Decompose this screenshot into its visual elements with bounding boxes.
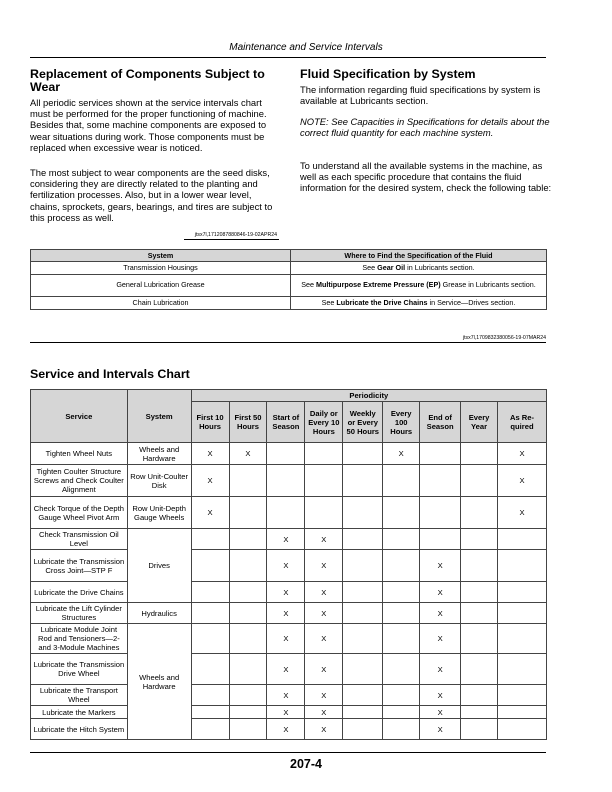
interval-mark: X [519, 476, 525, 485]
system-cell: Wheels and Hardware [127, 624, 191, 740]
interval-cell [229, 465, 267, 497]
interval-cell [461, 443, 498, 465]
service-cell: Lubricate the Transport Wheel [31, 685, 128, 706]
fluid-col-where: Where to Find the Specification of the Fluid [291, 250, 547, 262]
system-cell: Row Unit-Coulter Disk [127, 465, 191, 497]
interval-cell [191, 550, 229, 582]
interval-cell [420, 603, 461, 624]
interval-mark: X [437, 634, 443, 643]
interval-cell [461, 497, 498, 529]
interval-mark: X [321, 587, 327, 597]
service-chart-title: Service and Intervals Chart [30, 367, 190, 381]
interval-cell [343, 550, 383, 582]
interval-mark: X [437, 587, 443, 597]
interval-cell [343, 603, 383, 624]
interval-cell [383, 582, 420, 603]
interval-cell [305, 443, 343, 465]
interval-cell [267, 443, 305, 465]
interval-cell [229, 603, 267, 624]
interval-mark: X [437, 724, 443, 734]
col-period: Every 100 Hours [383, 402, 420, 443]
interval-cell [305, 529, 343, 550]
interval-cell [498, 529, 547, 550]
interval-cell [420, 443, 461, 465]
fluid-system-cell: Chain Lubrication [31, 297, 291, 310]
interval-mark: X [207, 449, 213, 458]
interval-cell [383, 706, 420, 719]
fluid-note [300, 116, 552, 138]
interval-cell [267, 654, 305, 685]
interval-cell [383, 550, 420, 582]
interval-cell [498, 654, 547, 685]
interval-cell [420, 465, 461, 497]
service-cell: Lubricate the Markers [31, 706, 128, 719]
service-cell: Lubricate the Transmission Cross Joint—STP F [31, 550, 128, 582]
interval-mark: X [207, 508, 213, 517]
interval-cell [498, 497, 547, 529]
interval-cell [343, 719, 383, 740]
interval-cell [383, 443, 420, 465]
interval-cell [420, 497, 461, 529]
footer-rule [30, 752, 546, 753]
interval-cell [461, 706, 498, 719]
table-row [31, 719, 547, 740]
service-cell: Lubricate Module Joint Rod and Tensioners—2- and 3-Module Machines [31, 624, 128, 654]
interval-cell [191, 497, 229, 529]
interval-cell [383, 603, 420, 624]
interval-cell [267, 706, 305, 719]
col-service: Service [31, 390, 128, 443]
fluid-note-text: NOTE: See Capacities in Specifications for details about the correct fluid quantity for each machine system. [300, 116, 550, 139]
interval-cell [267, 497, 305, 529]
fluid-where-text: See [362, 262, 378, 272]
col-system: System [127, 390, 191, 443]
interval-cell [267, 603, 305, 624]
col-period: Every Year [461, 402, 498, 443]
interval-cell [229, 706, 267, 719]
interval-mark: X [437, 707, 443, 717]
interval-mark: X [245, 449, 251, 458]
interval-cell [420, 654, 461, 685]
header-rule [30, 57, 546, 58]
interval-mark: X [283, 561, 289, 570]
interval-cell [498, 719, 547, 740]
table-row [31, 529, 547, 550]
interval-cell [498, 603, 547, 624]
interval-cell [343, 443, 383, 465]
fluid-paragraph-2: To understand all the available systems in the machine, as well as each specific procedure that contains the fluid information for the desired system, check the following table: [300, 160, 552, 194]
interval-cell [267, 550, 305, 582]
fluid-system-cell: Transmission Housings [31, 262, 291, 275]
interval-cell [420, 529, 461, 550]
interval-cell [343, 582, 383, 603]
col-period: First 10 Hours [191, 402, 229, 443]
system-cell: Row Unit-Depth Gauge Wheels [127, 497, 191, 529]
wear-paragraph-1: All periodic services shown at the service intervals chart must be performed for the proper functioning of machine. Besides that, some machine components are exposed to wear situations during work. Those components must be replaced when excessive wear is noticed. [30, 97, 267, 153]
col-period: Weekly or Every 50 Hours [343, 402, 383, 443]
interval-cell [461, 529, 498, 550]
fluid-where-text: See [301, 280, 317, 290]
wear-paragraph-2: The most subject to wear components are the seed disks, considering they are directly related to the planting and fertilization processes. Also, but in a lower wear level, chains, sprockets, gears, bearings, and tires are subject to this process as well. [30, 167, 273, 223]
interval-mark: X [321, 724, 327, 734]
interval-cell [191, 654, 229, 685]
fluid-where-bold: Gear Oil [377, 262, 406, 272]
interval-cell [343, 654, 383, 685]
interval-mark: X [283, 587, 289, 597]
fluid-where-text: Grease in Lubricants section. [440, 280, 536, 290]
interval-mark: X [321, 707, 327, 717]
interval-cell [383, 685, 420, 706]
service-intervals-table [30, 389, 547, 740]
table-row [31, 443, 547, 465]
interval-mark: X [437, 690, 443, 700]
interval-cell [461, 624, 498, 654]
interval-cell [305, 706, 343, 719]
interval-cell [420, 719, 461, 740]
interval-mark: X [283, 534, 289, 544]
interval-mark: X [283, 634, 289, 643]
interval-cell [498, 624, 547, 654]
fluid-paragraph-1: The information regarding fluid specifications by system is available at Lubricants section. [300, 84, 541, 107]
interval-cell [191, 465, 229, 497]
interval-cell [383, 719, 420, 740]
fluid-where-text: in Service—Drives section. [427, 297, 516, 307]
interval-cell [267, 465, 305, 497]
section-title-wear: Replacement of Components Subject to Wear [30, 67, 265, 94]
interval-cell [191, 706, 229, 719]
interval-cell [498, 685, 547, 706]
interval-cell [498, 550, 547, 582]
fluid-where-cell [291, 275, 547, 297]
table-row [31, 624, 547, 654]
fluid-where-cell [291, 297, 547, 310]
fluid-where-text: in Lubricants section. [405, 262, 475, 272]
interval-cell [461, 550, 498, 582]
interval-cell [498, 706, 547, 719]
interval-cell [420, 550, 461, 582]
interval-cell [498, 465, 547, 497]
service-cell: Lubricate the Lift Cylinder Structures [31, 603, 128, 624]
interval-cell [420, 624, 461, 654]
interval-mark: X [321, 608, 327, 618]
interval-cell [343, 529, 383, 550]
table-row [31, 706, 547, 719]
wear-reference-tag: jtsx7l,1712087880846-19-02APR24 [194, 232, 277, 238]
interval-cell [305, 685, 343, 706]
service-cell: Check Torque of the Depth Gauge Wheel Pivot Arm [31, 497, 128, 529]
fluid-where-cell [291, 262, 547, 275]
interval-cell [420, 706, 461, 719]
col-period: Start of Season [267, 402, 305, 443]
interval-cell [461, 465, 498, 497]
table-row [31, 550, 547, 582]
table-row [31, 275, 547, 297]
service-cell: Check Transmission Oil Level [31, 529, 128, 550]
service-cell: Lubricate the Transmission Drive Wheel [31, 654, 128, 685]
interval-mark: X [283, 690, 289, 700]
col-period: Daily or Every 10 Hours [305, 402, 343, 443]
interval-cell [267, 582, 305, 603]
fluid-where-bold: Lubricate the Drive Chains [336, 297, 428, 307]
interval-cell [498, 582, 547, 603]
interval-cell [305, 624, 343, 654]
interval-cell [229, 497, 267, 529]
interval-cell [191, 685, 229, 706]
interval-cell [229, 685, 267, 706]
service-cell: Lubricate the Drive Chains [31, 582, 128, 603]
fluid-system-cell: General Lubrication Grease [31, 275, 291, 297]
interval-cell [267, 685, 305, 706]
interval-mark: X [283, 707, 289, 717]
interval-cell [305, 719, 343, 740]
interval-cell [229, 550, 267, 582]
interval-cell [420, 685, 461, 706]
interval-cell [420, 582, 461, 603]
col-period: As Re-quired [498, 402, 547, 443]
interval-mark: X [283, 664, 289, 674]
interval-mark: X [283, 724, 289, 734]
interval-cell [461, 685, 498, 706]
table-row [31, 685, 547, 706]
interval-mark: X [437, 664, 443, 674]
interval-cell [498, 443, 547, 465]
interval-mark: X [437, 561, 443, 570]
section-title-fluid: Fluid Specification by System [300, 67, 476, 81]
interval-cell [343, 685, 383, 706]
interval-cell [461, 654, 498, 685]
interval-cell [305, 582, 343, 603]
system-cell: Drives [127, 529, 191, 603]
interval-cell [229, 719, 267, 740]
interval-cell [383, 624, 420, 654]
fluid-where-text: See [321, 297, 337, 307]
interval-cell [461, 719, 498, 740]
interval-cell [343, 465, 383, 497]
interval-cell [305, 550, 343, 582]
interval-cell [229, 443, 267, 465]
fluid-reference-tag: jtsx7l,1709832380056-19-07MAR24 [462, 335, 546, 341]
interval-mark: X [207, 476, 213, 485]
interval-cell [229, 624, 267, 654]
table-row [31, 654, 547, 685]
interval-cell [305, 497, 343, 529]
interval-mark: X [519, 449, 525, 458]
wear-tag-rule [184, 239, 279, 240]
interval-mark: X [321, 634, 327, 643]
interval-cell [267, 719, 305, 740]
interval-cell [229, 582, 267, 603]
fluid-spec-table [30, 249, 547, 310]
interval-cell [191, 719, 229, 740]
interval-mark: X [283, 608, 289, 618]
interval-cell [343, 706, 383, 719]
interval-cell [461, 603, 498, 624]
interval-cell [383, 465, 420, 497]
interval-cell [383, 529, 420, 550]
interval-mark: X [398, 449, 404, 458]
table-row [31, 262, 547, 275]
interval-cell [461, 582, 498, 603]
section-divider [30, 342, 546, 343]
table-row [31, 582, 547, 603]
interval-cell [383, 654, 420, 685]
page-number: 207-4 [290, 757, 322, 771]
interval-cell [191, 529, 229, 550]
interval-mark: X [321, 690, 327, 700]
service-cell: Lubricate the Hitch System [31, 719, 128, 740]
interval-cell [343, 497, 383, 529]
interval-cell [191, 443, 229, 465]
interval-cell [229, 529, 267, 550]
fluid-col-system: System [31, 250, 291, 262]
interval-cell [229, 654, 267, 685]
service-cell: Tighten Wheel Nuts [31, 443, 128, 465]
interval-cell [305, 603, 343, 624]
system-cell: Hydraulics [127, 603, 191, 624]
interval-mark: X [519, 508, 525, 517]
fluid-where-bold: Multipurpose Extreme Pressure (EP) [316, 280, 441, 290]
interval-cell [267, 624, 305, 654]
table-row [31, 465, 547, 497]
interval-mark: X [321, 561, 327, 570]
system-cell: Wheels and Hardware [127, 443, 191, 465]
interval-cell [267, 529, 305, 550]
interval-cell [305, 654, 343, 685]
interval-cell [191, 603, 229, 624]
col-period: End of Season [420, 402, 461, 443]
interval-cell [343, 624, 383, 654]
table-row [31, 603, 547, 624]
running-header: Maintenance and Service Intervals [229, 42, 383, 53]
interval-cell [305, 465, 343, 497]
interval-mark: X [321, 534, 327, 544]
interval-mark: X [321, 664, 327, 674]
interval-cell [191, 624, 229, 654]
interval-cell [383, 497, 420, 529]
table-row [31, 497, 547, 529]
col-period: First 50 Hours [229, 402, 267, 443]
col-periodicity: Periodicity [191, 390, 546, 402]
interval-mark: X [437, 608, 443, 618]
interval-cell [191, 582, 229, 603]
table-row [31, 297, 547, 310]
service-cell: Tighten Coulter Structure Screws and Check Coulter Alignment [31, 465, 128, 497]
